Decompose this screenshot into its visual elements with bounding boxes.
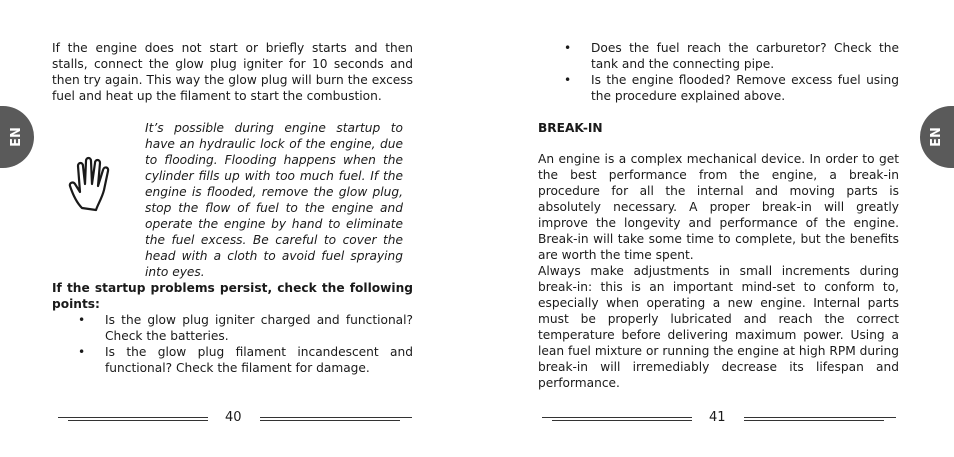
left-checklist (52, 312, 413, 376)
footer-rule (744, 420, 884, 421)
language-tab-left (0, 106, 34, 168)
footer-rule (58, 417, 208, 418)
footer-rule (260, 420, 400, 421)
break-in-paragraph-1 (538, 151, 899, 263)
list-item: • Does the fuel reach the carburetor? Check the tank and the connecting pipe. (538, 40, 899, 72)
language-tab-label: EN (928, 127, 944, 147)
section-heading: BREAK-IN (538, 121, 603, 135)
break-in-paragraph-2 (538, 263, 899, 391)
left-footer (58, 410, 412, 426)
left-page (52, 40, 413, 104)
intro-paragraph: If the engine does not start or briefly starts and then stalls, connect the glow plug igniter for 10 seconds and then try again. This way the glow plug will burn the excess fuel and heat up the filament to start the combustion. (52, 41, 413, 103)
footer-rule (68, 420, 208, 421)
body-paragraph: Always make adjustments in small increments during break-in: this is an important mind-set to conform to, especially when operating a new engine. Internal parts must be properly lubricated and reach the correct temperature before delivering maximum power. Using a lean fuel mixture or running the engine at high RPM during break-in will irremediably decrease its lifespan and performance. (538, 264, 899, 390)
checklist-heading: If the startup problems persist, check the following points: (52, 281, 413, 311)
footer-rule (744, 417, 896, 418)
list-item: • Is the glow plug igniter charged and functional? Check the batteries. (52, 312, 413, 344)
page-number: 41 (709, 410, 726, 425)
warning-text: It’s possible during engine startup to have an hydraulic lock of the engine, due to flooding. Flooding happens when the cylinder fills up with too much fuel. If the engine is flooded, remove the glow plug, stop the flow of fuel to the engine and operate the engine by hand to eliminate the fuel excess. Be careful to cover the head with a cloth to avoid fuel spraying into eyes. (145, 121, 403, 279)
footer-rule (552, 420, 692, 421)
language-tab-label: EN (8, 127, 24, 147)
list-item: • Is the engine flooded? Remove excess fuel using the procedure explained above. (538, 72, 899, 104)
right-checklist (538, 40, 899, 104)
list-item: • Is the glow plug filament incandescent and functional? Check the filament for damage. (52, 344, 413, 376)
footer-rule (542, 417, 692, 418)
left-checklist-block (52, 280, 413, 376)
right-footer (542, 410, 896, 426)
language-tab-right (920, 106, 954, 168)
footer-rule (260, 417, 412, 418)
page-number: 40 (225, 410, 242, 425)
right-checklist-block (538, 40, 899, 104)
hand-stop-icon (64, 156, 124, 214)
body-paragraph: An engine is a complex mechanical device. In order to get the best performance from the engine, a break-in procedure for all the internal and moving parts is absolutely necessary. A proper break-in will greatly improve the longevity and performance of the engine. Break-in will take some time to complete, but the benefits are worth the time spent. (538, 152, 899, 262)
